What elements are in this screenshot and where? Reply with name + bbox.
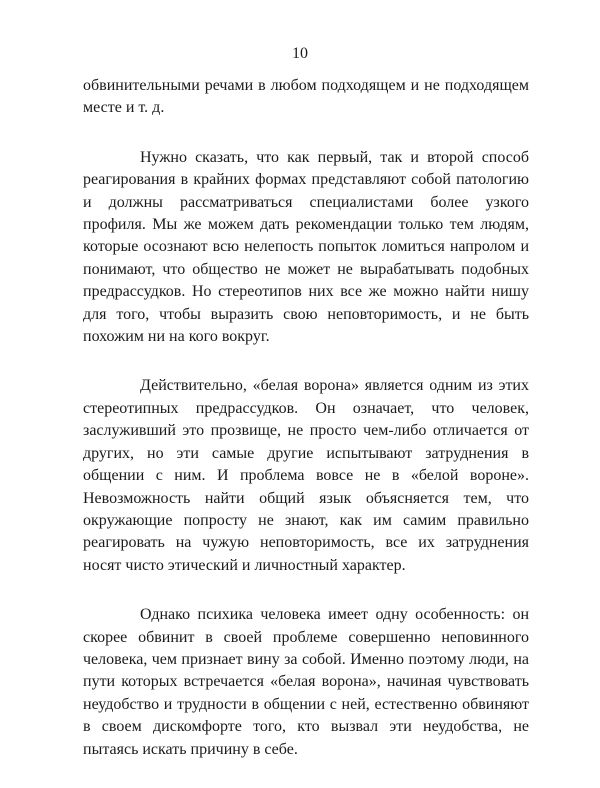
body-text: [83, 75, 529, 788]
paragraph: Однако психика человека имеет одну особенность: он скорее обвинит в своей проблеме совершенно неповинного человека, чем признает вину за собой. Именно поэтому люди, на пути которых встречается «белая ворона», начиная чувствовать неудобство и трудности в общении с ней, естественно обвиняют в своем дискомфорте того, кто вызвал эти неудобства, не пытаясь искать причину в себе.: [83, 606, 529, 758]
page-number: 10: [292, 45, 308, 62]
paragraph-continuation: обвинительными речами в любом подходящем и не подходящем месте и т. д.: [83, 77, 529, 117]
paragraph: Нужно сказать, что как первый, так и второй способ реагирования в крайних формах представляют собой патологию и должны рассматриваться специалистами более узкого профиля. Мы же можем дать рекомендации только тем людям, которые осознают всю нелепость попыток ломиться напролом и понимают, что общество не может не вырабатывать подобных предрассудков. Но стереотипов них все же можно найти нишу для того, чтобы выразить свою неповторимость, и не быть похожим ни на кого вокруг.: [83, 148, 529, 346]
paragraph: Действительно, «белая ворона» является одним из этих стереотипных предрассудков. Он означает, что человек, заслуживший это прозвище, не просто чем-либо отличается от других, но эти самые другие испытывают затруднения в общении с ним. И проблема вовсе не в «белой вороне». Невозможность найти общий язык объясняется тем, что окружающие попросту не знают, как им самим правильно реагировать на чужую неповторимость, все их затруднения носят чисто этический и личностный характер.: [83, 377, 529, 574]
